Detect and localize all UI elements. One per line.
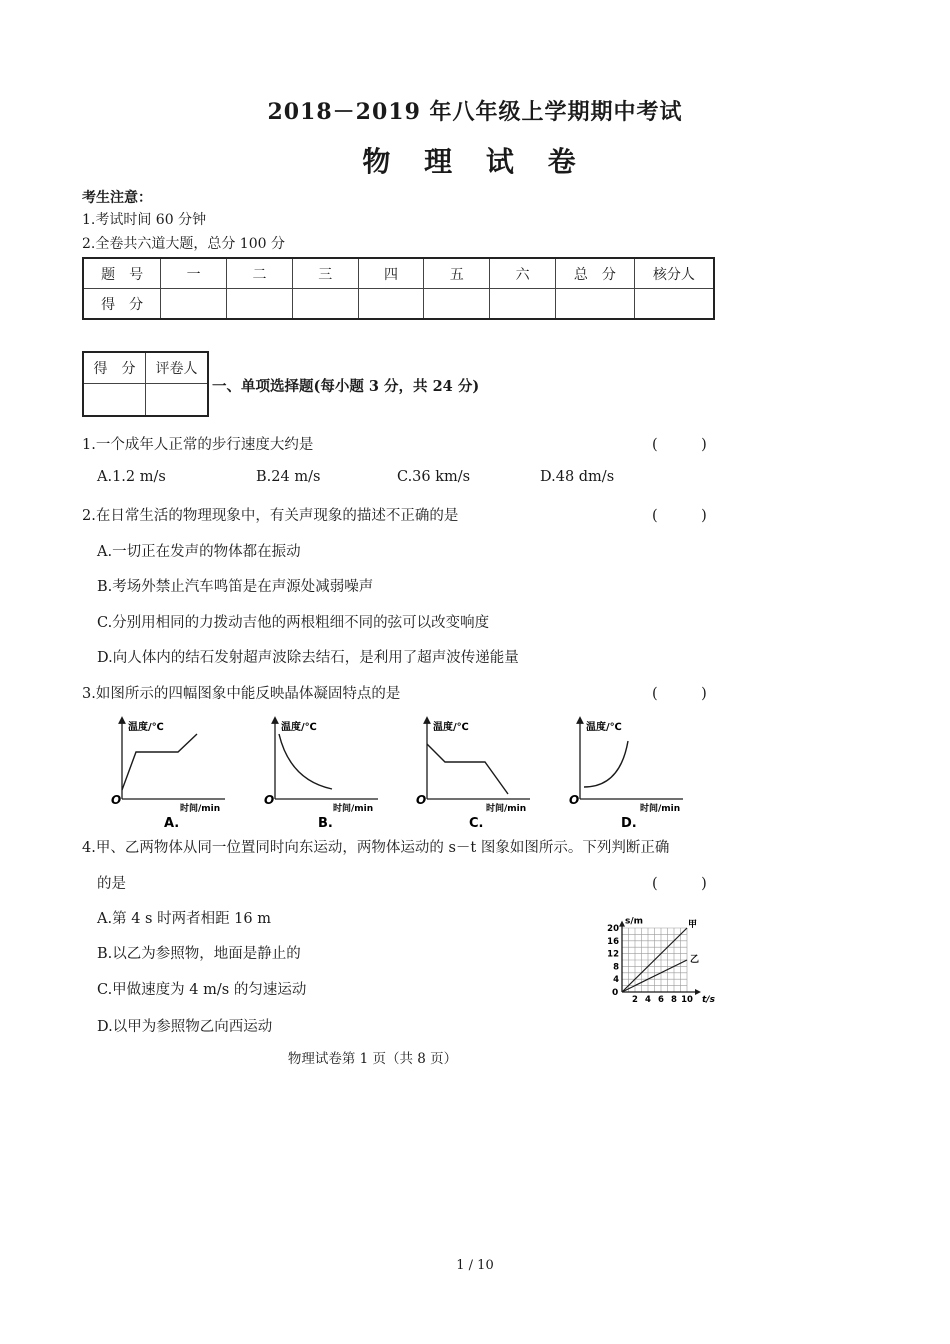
q3-graphs <box>100 712 710 834</box>
st-y-tick-label: 20 <box>607 924 619 934</box>
st-x-tick-label: 6 <box>658 995 664 1005</box>
st-y-tick-label: 8 <box>613 962 619 973</box>
graph-xlabel: 时间/min <box>640 804 681 814</box>
score-cell-header: 三 <box>292 258 358 289</box>
graph-ylabel: 温度/℃ <box>128 722 164 733</box>
st-y-tick-label: 4 <box>613 975 619 986</box>
score-cell-header: 总 分 <box>555 258 634 289</box>
grader-name-blank[interactable] <box>146 384 209 417</box>
q1-option-c[interactable]: C.36 km/s <box>397 469 471 485</box>
graph-xlabel: 时间/min <box>333 804 374 814</box>
score-cell-blank[interactable] <box>490 289 556 320</box>
q1-option-d[interactable]: D.48 dm/s <box>540 469 615 485</box>
grader-box <box>82 351 209 417</box>
answer-paren[interactable]: ( ) <box>652 876 707 892</box>
st-x-axis-arrow <box>695 989 701 995</box>
q3-graph-b[interactable] <box>264 720 378 831</box>
graph-label-a: A. <box>164 816 180 831</box>
st-series-label: 乙 <box>690 955 700 965</box>
st-y-tick-label: 16 <box>607 936 619 947</box>
q2-option-c[interactable]: C.分别用相同的力拨动吉他的两根粗细不同的弦可以改变响度 <box>97 615 490 631</box>
question-4-stem: 4.甲、乙两物体从同一位置同时向东运动，两物体运动的 s－t 图象如图所示。下列判断正确 <box>82 840 670 856</box>
score-table-score-row <box>83 289 714 320</box>
score-cell-label: 得 分 <box>83 289 161 320</box>
graph-origin: O <box>569 793 580 807</box>
graph-xlabel: 时间/min <box>180 804 221 814</box>
st-series-label: 甲 <box>688 920 698 930</box>
graph-ylabel: 温度/℃ <box>281 722 317 733</box>
q2-option-d[interactable]: D.向人体内的结石发射超声波除去结石，是利用了超声波传递能量 <box>97 650 519 666</box>
q3-graph-c[interactable] <box>416 720 530 831</box>
q2-option-b[interactable]: B.考场外禁止汽车鸣笛是在声源处减弱噪声 <box>97 579 374 595</box>
graph-label-c: C. <box>469 816 484 831</box>
q3-graph-a[interactable] <box>111 720 225 831</box>
score-cell-blank[interactable] <box>634 289 714 320</box>
q4-option-b[interactable]: B.以乙为参照物，地面是静止的 <box>97 946 301 962</box>
score-cell-blank[interactable] <box>555 289 634 320</box>
question-4-stem-cont: 的是 <box>97 876 126 892</box>
subject-title: 物 理 试 卷 <box>362 145 588 178</box>
notice-item: 1.考试时间 60 分钟 <box>82 212 207 228</box>
graph-label-d: D. <box>621 816 637 831</box>
st-x-tick-label: 10 <box>681 995 693 1005</box>
grader-name-label: 评卷人 <box>146 352 209 384</box>
exam-title: 2018－2019 年八年级上学期期中考试 <box>267 99 683 125</box>
score-cell-header: 核分人 <box>634 258 714 289</box>
graph-c-curve <box>427 744 508 794</box>
graph-label-b: B. <box>318 816 333 831</box>
st-origin-label: 0 <box>612 988 619 998</box>
graph-origin: O <box>416 793 427 807</box>
section-heading: 一、单项选择题(每小题 3 分，共 24 分) <box>212 378 480 395</box>
score-table <box>82 257 715 320</box>
q1-option-a[interactable]: A.1.2 m/s <box>97 469 166 485</box>
q4-option-c[interactable]: C.甲做速度为 4 m/s 的匀速运动 <box>97 982 307 998</box>
st-x-tick-label: 2 <box>632 995 638 1005</box>
q3-graph-d[interactable] <box>569 720 683 831</box>
page-footer: 物理试卷第 1 页（共 8 页） <box>287 1051 458 1067</box>
graph-xlabel: 时间/min <box>486 804 527 814</box>
score-cell-header: 一 <box>161 258 227 289</box>
question-3-stem: 3.如图所示的四幅图象中能反映晶体凝固特点的是 <box>82 686 401 702</box>
q2-option-a[interactable]: A.一切正在发声的物体都在振动 <box>97 544 301 560</box>
score-cell-blank[interactable] <box>161 289 227 320</box>
score-cell-blank[interactable] <box>227 289 293 320</box>
graph-ylabel: 温度/℃ <box>433 722 469 733</box>
st-x-axis-label: t/s <box>702 995 715 1005</box>
q1-option-b[interactable]: B.24 m/s <box>256 469 321 485</box>
st-x-tick-label: 8 <box>671 995 677 1005</box>
score-cell-header: 五 <box>424 258 490 289</box>
grader-score-label: 得 分 <box>83 352 146 384</box>
score-cell-blank[interactable] <box>292 289 358 320</box>
q4-option-d[interactable]: D.以甲为参照物乙向西运动 <box>97 1019 273 1035</box>
graph-ylabel: 温度/℃ <box>586 722 622 733</box>
q4-option-a[interactable]: A.第 4 s 时两者相距 16 m <box>97 911 271 927</box>
score-cell-header: 四 <box>358 258 424 289</box>
score-cell-header: 六 <box>490 258 556 289</box>
st-x-tick-label: 4 <box>645 995 651 1005</box>
graph-d-curve <box>584 741 628 787</box>
question-1-stem: 1.一个成年人正常的步行速度大约是 <box>82 437 314 453</box>
score-table-header-row <box>83 258 714 289</box>
answer-paren[interactable]: ( ) <box>652 437 707 453</box>
score-cell-blank[interactable] <box>358 289 424 320</box>
st-y-tick-label: 12 <box>607 949 619 960</box>
grader-score-blank[interactable] <box>83 384 146 417</box>
score-cell-header: 二 <box>227 258 293 289</box>
answer-paren[interactable]: ( ) <box>652 686 707 702</box>
graph-b-curve <box>279 734 332 789</box>
score-cell-label: 题 号 <box>83 258 161 289</box>
notice-item: 2.全卷共六道大题，总分 100 分 <box>82 236 285 252</box>
graph-a-curve <box>122 734 197 790</box>
answer-paren[interactable]: ( ) <box>652 508 707 524</box>
graph-origin: O <box>264 793 275 807</box>
question-2-stem: 2.在日常生活的物理现象中，有关声现象的描述不正确的是 <box>82 508 459 524</box>
score-cell-blank[interactable] <box>424 289 490 320</box>
notice-heading: 考生注意： <box>82 190 152 206</box>
st-y-axis-label: s/m <box>625 916 644 927</box>
st-graph <box>600 905 720 1005</box>
page-number: 1 / 10 <box>456 1258 494 1273</box>
graph-origin: O <box>111 793 122 807</box>
